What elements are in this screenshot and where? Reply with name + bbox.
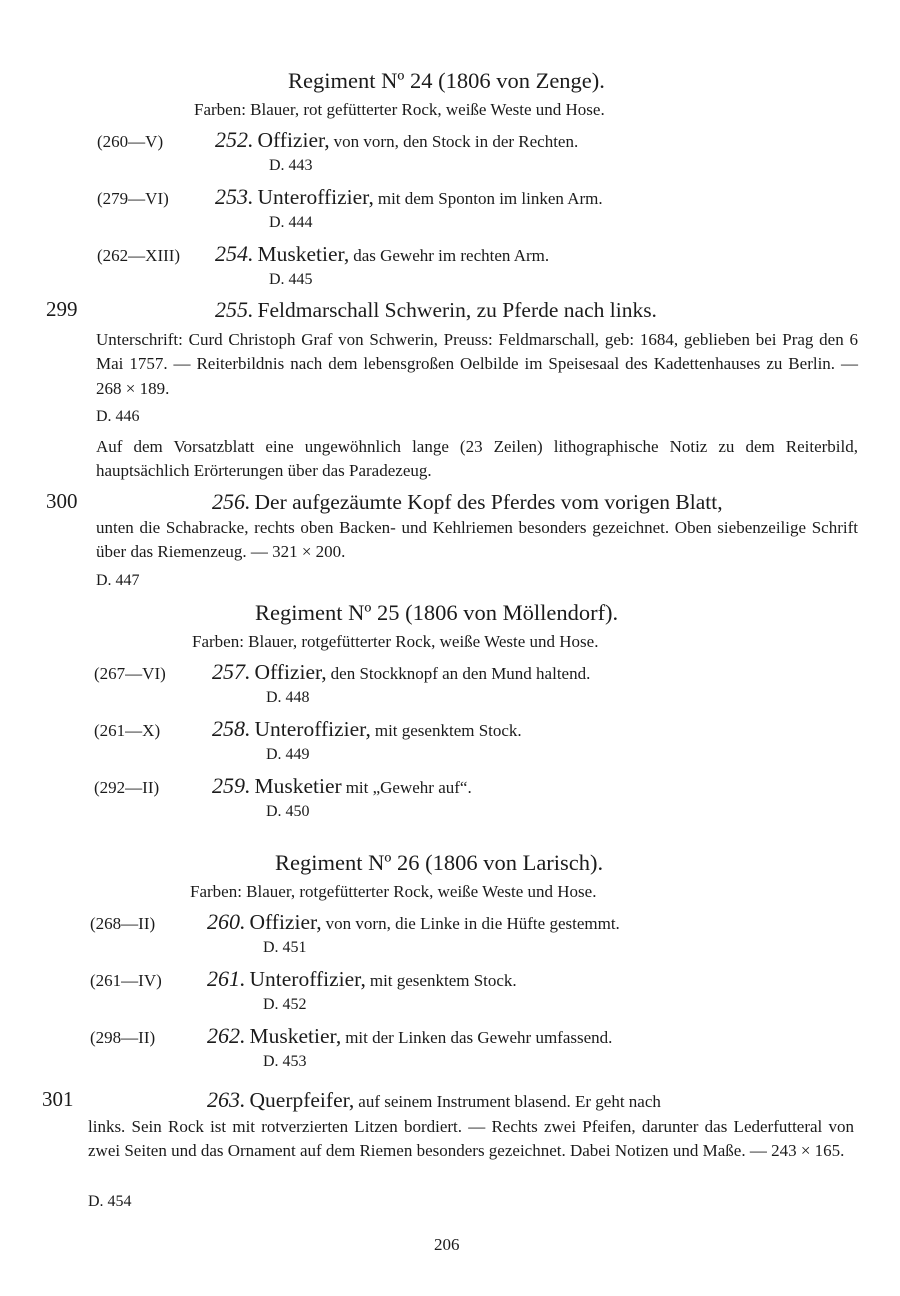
entry-title: Der aufgezäumte Kopf des Pferdes vom vorigen Blatt, (254, 490, 723, 514)
entry-number: 257. (212, 659, 251, 684)
entry-number: 256. (212, 489, 251, 514)
d-reference: D. 448 (266, 689, 310, 706)
inventory-code: (262—XIII) (97, 246, 181, 265)
d-reference: D. 451 (263, 939, 307, 956)
entry-number: 252. (215, 127, 254, 152)
catalog-entry (212, 659, 590, 685)
entry-number: 260. (207, 909, 246, 934)
inventory-code: (292—II) (94, 778, 160, 797)
d-reference: D. 446 (96, 408, 140, 425)
plate-note: Auf dem Vorsatzblatt eine ungewöhnlich lange (23 Zeilen) lithographische Notiz zu dem Reiterbild, hauptsächlich Erörterungen über das Paradezeug. (96, 437, 858, 481)
plate-description: links. Sein Rock ist mit rotverzierten Litzen bordiert. — Rechts zwei Pfeifen, darunter das Lederfutteral von zwei Seiten und das Ornament auf dem Riemen besonders gezeichnet. Dabei Notizen und Maße. — 243 × 165. (88, 1117, 854, 1161)
d-reference: D. 447 (96, 572, 140, 589)
plate-heading (207, 1087, 661, 1113)
entry-description: mit gesenktem Stock. (374, 721, 522, 740)
entry-title: Offizier, (257, 128, 330, 152)
regiment-heading: Regiment Nº 24 (1806 von Zenge). (288, 68, 605, 93)
entry-description: von vorn, die Linke in die Hüfte gestemmt. (325, 914, 620, 933)
inventory-code: (261—X) (94, 721, 161, 740)
catalog-entry (212, 716, 522, 742)
plate-description: unten die Schabracke, rechts oben Backen- und Kehlriemen besonders gezeichnet. Oben siebenzeilige Schrift über das Riemenzeug. — 321 × 200. (96, 518, 858, 562)
entry-title: Feldmarschall Schwerin, zu Pferde nach links. (257, 298, 657, 322)
entry-description: mit der Linken das Gewehr umfassend. (345, 1028, 613, 1047)
catalog-entry (215, 184, 603, 210)
d-reference: D. 443 (269, 157, 313, 174)
farben-line: Farben: Blauer, rotgefütterter Rock, weiße Weste und Hose. (192, 632, 599, 651)
entry-number: 255. (215, 297, 254, 322)
d-reference: D. 445 (269, 271, 313, 288)
d-reference: D. 444 (269, 214, 313, 231)
catalog-entry (215, 127, 578, 153)
entry-number: 258. (212, 716, 251, 741)
regiment-heading: Regiment Nº 26 (1806 von Larisch). (275, 850, 604, 875)
entry-title: Unteroffizier, (249, 967, 366, 991)
entry-title: Unteroffizier, (254, 717, 371, 741)
plate-heading (215, 297, 657, 323)
entry-description: mit gesenktem Stock. (369, 971, 517, 990)
entry-description: mit dem Sponton im linken Arm. (377, 189, 603, 208)
plate-heading (212, 489, 723, 515)
farben-line: Farben: Blauer, rot gefütterter Rock, weiße Weste und Hose. (194, 100, 605, 119)
entry-description: den Stockknopf an den Mund haltend. (330, 664, 591, 683)
inventory-code: (298—II) (90, 1028, 156, 1047)
regiment-heading: Regiment Nº 25 (1806 von Möllendorf). (255, 600, 619, 625)
entry-description: mit „Gewehr auf“. (345, 778, 472, 797)
plate-number: 301 (42, 1087, 74, 1111)
entry-title: Musketier, (249, 1024, 342, 1048)
inventory-code: (268—II) (90, 914, 156, 933)
d-reference: D. 454 (88, 1193, 132, 1210)
entry-number: 261. (207, 966, 246, 991)
catalog-entry (207, 909, 620, 935)
inventory-code: (261—IV) (90, 971, 162, 990)
inventory-code: (260—V) (97, 132, 164, 151)
entry-number: 263. (207, 1087, 246, 1112)
d-reference: D. 450 (266, 803, 310, 820)
entry-title: Musketier, (257, 242, 350, 266)
page-number: 206 (434, 1235, 460, 1254)
catalog-entry (207, 1023, 612, 1049)
entry-description: von vorn, den Stock in der Rechten. (333, 132, 579, 151)
entry-title: Unteroffizier, (257, 185, 374, 209)
catalog-entry (215, 241, 549, 267)
entry-title: Offizier, (249, 910, 322, 934)
d-reference: D. 452 (263, 996, 307, 1013)
d-reference: D. 453 (263, 1053, 307, 1070)
entry-title: Offizier, (254, 660, 327, 684)
plate-number: 300 (46, 489, 78, 513)
plate-description: Unterschrift: Curd Christoph Graf von Schwerin, Preuss: Feldmarschall, geb: 1684, geblieben bei Prag den 6 Mai 1757. — Reiterbildnis nach dem lebensgroßen Oelbilde im Speisesaal des Kadettenhauses zu Berlin. — 268 × 189. (96, 330, 858, 398)
catalog-entry (212, 773, 472, 799)
entry-title: Musketier (254, 774, 342, 798)
inventory-code: (267—VI) (94, 664, 166, 683)
inventory-code: (279—VI) (97, 189, 169, 208)
entry-description: das Gewehr im rechten Arm. (353, 246, 550, 265)
d-reference: D. 449 (266, 746, 310, 763)
entry-title: Querpfeifer, (249, 1088, 355, 1112)
entry-number: 254. (215, 241, 254, 266)
entry-number: 253. (215, 184, 254, 209)
farben-line: Farben: Blauer, rotgefütterter Rock, weiße Weste und Hose. (190, 882, 597, 901)
catalog-entry (207, 966, 517, 992)
entry-number: 259. (212, 773, 251, 798)
plate-number: 299 (46, 297, 78, 321)
entry-number: 262. (207, 1023, 246, 1048)
entry-description: auf seinem Instrument blasend. Er geht nach (358, 1092, 661, 1111)
